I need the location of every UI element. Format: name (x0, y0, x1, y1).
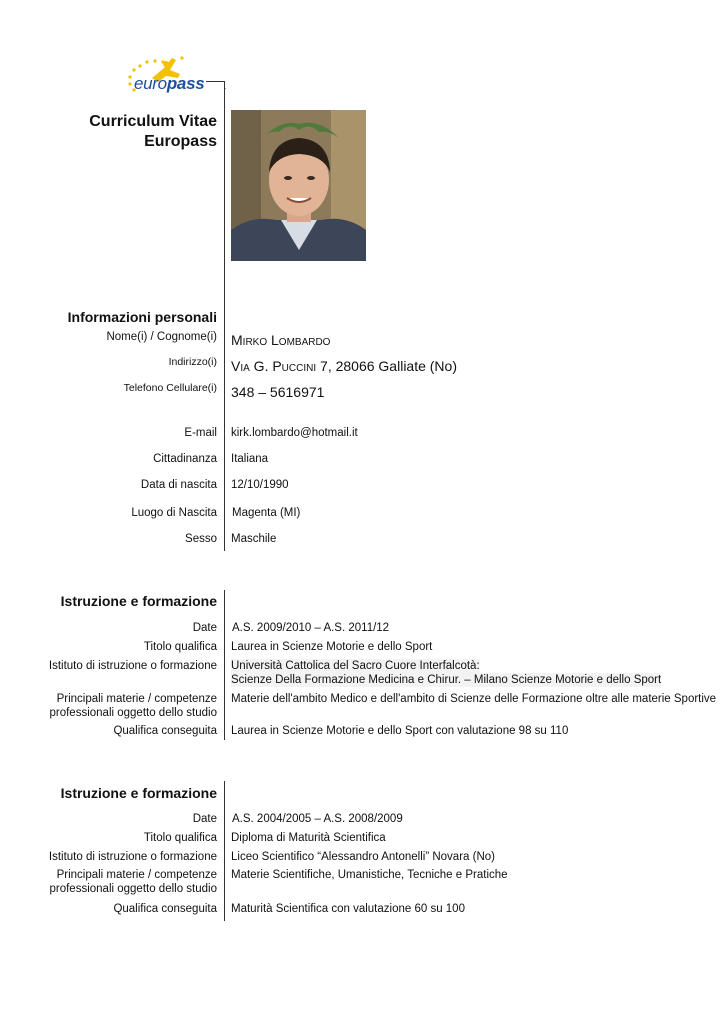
rule-education-1 (224, 590, 225, 740)
edu1-institute-label: Istituto di istruzione o formazione (48, 660, 217, 672)
birthdate-label: Data di nascita (140, 479, 217, 491)
edu1-subjects-value: Materie dell'ambito Medico e dell'ambito di Scienze delle Formazione oltre alle materie Sportive (231, 693, 717, 705)
edu1-date-value: A.S. 2009/2010 – A.S. 2011/12 (232, 622, 390, 634)
name-label: Nome(i) / Cognome(i) (106, 331, 217, 343)
edu2-institute-value-line1: Liceo Scientifico “Alessandro Antonelli” Novara (No) (231, 851, 495, 863)
address-street: Via G. Puccini (231, 358, 317, 374)
birthplace-label: Luogo di Nascita (131, 507, 217, 519)
edu2-subjects-label-line2: professionali oggetto dello studio (49, 883, 217, 895)
sex-label: Sesso (185, 533, 217, 545)
email-label: E-mail (184, 427, 217, 439)
section-title-education-2: Istruzione e formazione (60, 785, 217, 801)
edu2-date-value: A.S. 2004/2005 – A.S. 2008/2009 (232, 813, 403, 825)
address-value (231, 357, 457, 375)
edu1-qualification-label: Titolo qualifica (143, 641, 217, 653)
edu2-achieved-label: Qualifica conseguita (113, 903, 217, 915)
europass-logo (122, 52, 226, 102)
address-label: Indirizzo(i) (168, 356, 217, 368)
edu2-qualification-label: Titolo qualifica (143, 832, 217, 844)
cv-title-line2: Europass (144, 133, 217, 150)
edu2-subjects-value: Materie Scientifiche, Umanistiche, Tecniche e Pratiche (231, 869, 508, 881)
sex-value: Maschile (231, 533, 277, 545)
edu1-institute-value-line1: Università Cattolica del Sacro Cuore Interfalcotà: (231, 660, 480, 672)
phone-value: 348 – 5616971 (231, 384, 325, 400)
email-value: kirk.lombardo@hotmail.it (231, 427, 358, 439)
profile-photo (231, 110, 366, 261)
section-title-personal: Informazioni personali (67, 309, 217, 325)
edu2-qualification-value: Diploma di Maturità Scientifica (231, 832, 386, 844)
logo-rule (206, 81, 225, 82)
edu1-date-label: Date (192, 622, 217, 634)
logo-text-pass: pass (166, 74, 205, 93)
edu1-qualification-value: Laurea in Scienze Motorie e dello Sport (231, 641, 433, 653)
citizenship-label: Cittadinanza (153, 453, 217, 465)
edu2-achieved-value: Maturità Scientifica con valutazione 60 su 100 (231, 903, 465, 915)
cv-title-line1: Curriculum Vitae (89, 113, 217, 130)
rule-education-2 (224, 781, 225, 921)
edu1-institute-value-line2: Scienze Della Formazione Medicina e Chirur. – Milano Scienze Motorie e dello Sport (231, 674, 662, 686)
edu1-subjects-label-line1: Principali materie / competenze (56, 693, 217, 705)
phone-label: Telefono Cellulare(i) (123, 382, 217, 394)
birthplace-value: Magenta (MI) (232, 507, 301, 519)
rule-header (224, 81, 225, 551)
edu1-subjects-label-line2: professionali oggetto dello studio (49, 707, 217, 719)
logo-text-euro: euro (134, 74, 167, 93)
cv-title (89, 112, 217, 152)
section-title-education-1: Istruzione e formazione (60, 593, 217, 609)
edu1-achieved-value: Laurea in Scienze Motorie e dello Sport con valutazione 98 su 110 (231, 725, 569, 737)
birthdate-value: 12/10/1990 (231, 479, 289, 491)
edu1-achieved-label: Qualifica conseguita (113, 725, 217, 737)
edu2-institute-label: Istituto di istruzione o formazione (48, 851, 217, 863)
name-value: Mirko Lombardo (231, 332, 331, 348)
edu2-subjects-label-line1: Principali materie / competenze (56, 869, 217, 881)
edu2-date-label: Date (192, 813, 217, 825)
citizenship-value: Italiana (231, 453, 269, 465)
address-rest: 7, 28066 Galliate (No) (316, 358, 457, 374)
